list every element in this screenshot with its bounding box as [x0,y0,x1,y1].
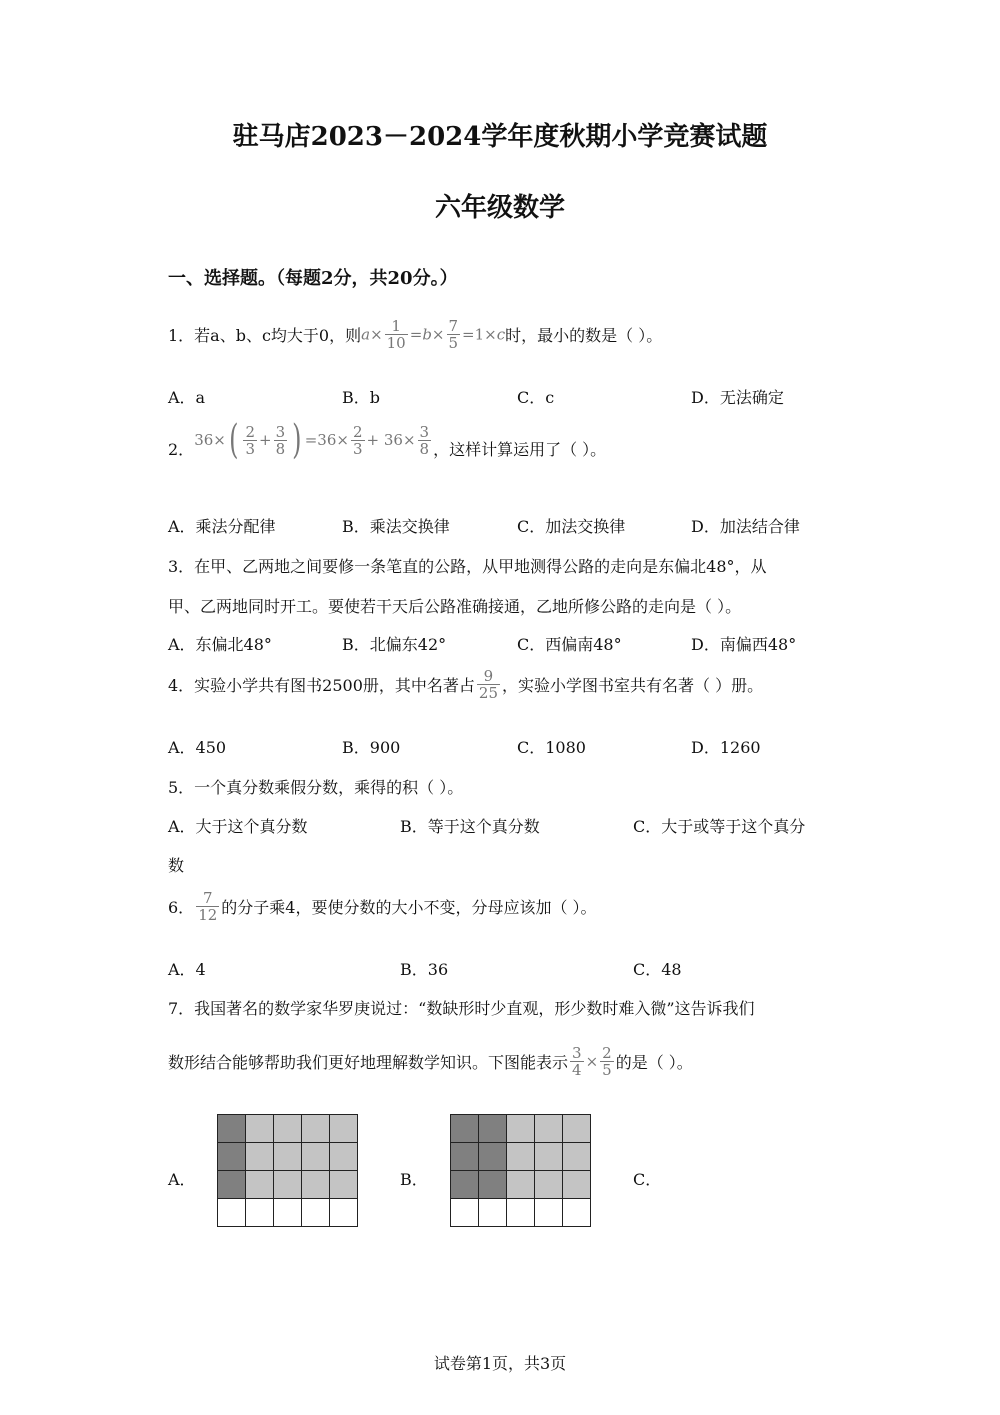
q1-math-eq: = [409,325,423,344]
q2-math-plus: + [259,431,272,449]
q7-suffix: 的是（ ）。 [615,1053,693,1072]
q2-option-b[interactable]: B．乘法交换律 [342,517,450,536]
q2-option-c[interactable]: C．加法交换律 [517,517,626,536]
q3-option-c[interactable]: C．西偏南48° [517,635,622,654]
q7-fraction-1: $\frac{3}{4}$ [572,1044,582,1079]
q4-option-a[interactable]: A．450 [168,738,227,757]
question-6 [168,890,597,923]
question-2 [168,417,607,463]
page-title: 驻马店2023－2024学年度秋期小学竞赛试题 [232,122,768,152]
q2-option-a[interactable]: A．乘法分配律 [168,517,276,536]
q1-math-c: c [496,325,506,344]
q5-option-b[interactable]: B．等于这个真分数 [400,817,540,836]
q7-fraction-2: $\frac{2}{5}$ [602,1044,612,1079]
q7-times: × [585,1052,599,1071]
q1-option-b[interactable]: B．b [342,388,381,407]
q2-paren-left: ( [228,417,239,463]
question-4 [168,668,763,701]
q4-option-b[interactable]: B．900 [342,738,401,757]
question-3-line-2: 甲、乙两地同时开工。要使若干天后公路准确接通，乙地所修公路的走向是（ ）。 [168,597,742,616]
q4-option-d[interactable]: D．1260 [691,738,761,757]
q2-fraction-1: $\frac{2}{3}$ [245,422,255,458]
q5-option-c-wrap: 数 [168,856,185,875]
q1-fraction-2: $\frac{7}{5}$ [448,317,459,352]
question-1 [168,318,662,351]
q1-prefix: 1．若a、b、c均大于0，则 [168,326,362,345]
q2-math-a: 36× [194,431,226,449]
q4-option-c[interactable]: C．1080 [517,738,586,757]
question-7-line-2 [168,1045,693,1078]
q6-prefix: 6． [168,898,195,917]
q1-math-tail: =1× [462,325,497,344]
q7-prefix: 数形结合能够帮助我们更好地理解数学知识。下图能表示 [168,1053,569,1072]
page-footer: 试卷第1页，共3页 [433,1354,567,1373]
q6-option-c[interactable]: C．48 [633,960,682,979]
q7-option-a[interactable]: A． [168,1170,196,1189]
q1-math-times-2: × [431,325,445,344]
q1-math-b: b [422,325,432,344]
q2-math-plus-2: + 36× [366,431,416,449]
q3-option-a[interactable]: A．东偏北48° [168,635,272,654]
q2-fraction-2: $\frac{3}{8}$ [275,422,286,458]
q7-option-b[interactable]: B． [400,1170,428,1189]
q1-option-a[interactable]: A．a [168,388,206,407]
page-subtitle: 六年级数学 [434,193,565,223]
q7-grid-b [450,1114,591,1227]
q7-grid-a [217,1114,358,1227]
section-heading: 一、选择题。（每题2分，共20分。） [168,268,458,289]
q6-option-b[interactable]: B．36 [400,960,449,979]
question-5: 5．一个真分数乘假分数，乘得的积（ ）。 [168,778,464,797]
q1-fraction-1: $\frac{1}{10}$ [386,317,406,352]
q2-fraction-4: $\frac{3}{8}$ [419,422,430,458]
q1-math-times: × [370,325,383,344]
q1-option-d[interactable]: D．无法确定 [691,388,784,407]
q1-math-a: a [361,325,371,344]
q1-option-c[interactable]: C．c [517,388,555,407]
question-3-line-1: 3．在甲、乙两地之间要修一条笔直的公路，从甲地测得公路的走向是东偏北48°，从 [168,557,767,576]
q5-option-c[interactable]: C．大于或等于这个真分 [633,817,806,836]
question-7-line-1: 7．我国著名的数学家华罗庚说过：“数缺形时少直观，形少数时难入微”这告诉我们 [168,999,755,1018]
q3-option-d[interactable]: D．南偏西48° [691,635,797,654]
q4-suffix: ，实验小学图书室共有名著（ ）册。 [502,676,764,695]
q2-fraction-3: $\frac{2}{3}$ [352,422,363,458]
q4-fraction: $\frac{9}{25}$ [478,667,498,702]
q2-paren-right: ) [292,417,302,463]
q5-option-a[interactable]: A．大于这个真分数 [168,817,308,836]
q6-suffix: 的分子乘4，要使分数的大小不变，分母应该加（ ）。 [221,898,597,917]
q4-prefix: 4．实验小学共有图书2500册，其中名著占 [168,676,475,695]
q2-prefix: 2． [168,440,195,459]
q2-math-mid: =36× [304,431,349,449]
q3-option-b[interactable]: B．北偏东42° [342,635,447,654]
q6-fraction: $\frac{7}{12}$ [198,889,218,924]
q2-option-d[interactable]: D．加法结合律 [691,517,800,536]
q1-suffix: 时，最小的数是（ ）。 [505,326,663,345]
q6-option-a[interactable]: A．4 [168,960,206,979]
q7-option-c[interactable]: C． [633,1170,662,1189]
q2-suffix: ，这样计算运用了（ ）。 [433,440,607,459]
